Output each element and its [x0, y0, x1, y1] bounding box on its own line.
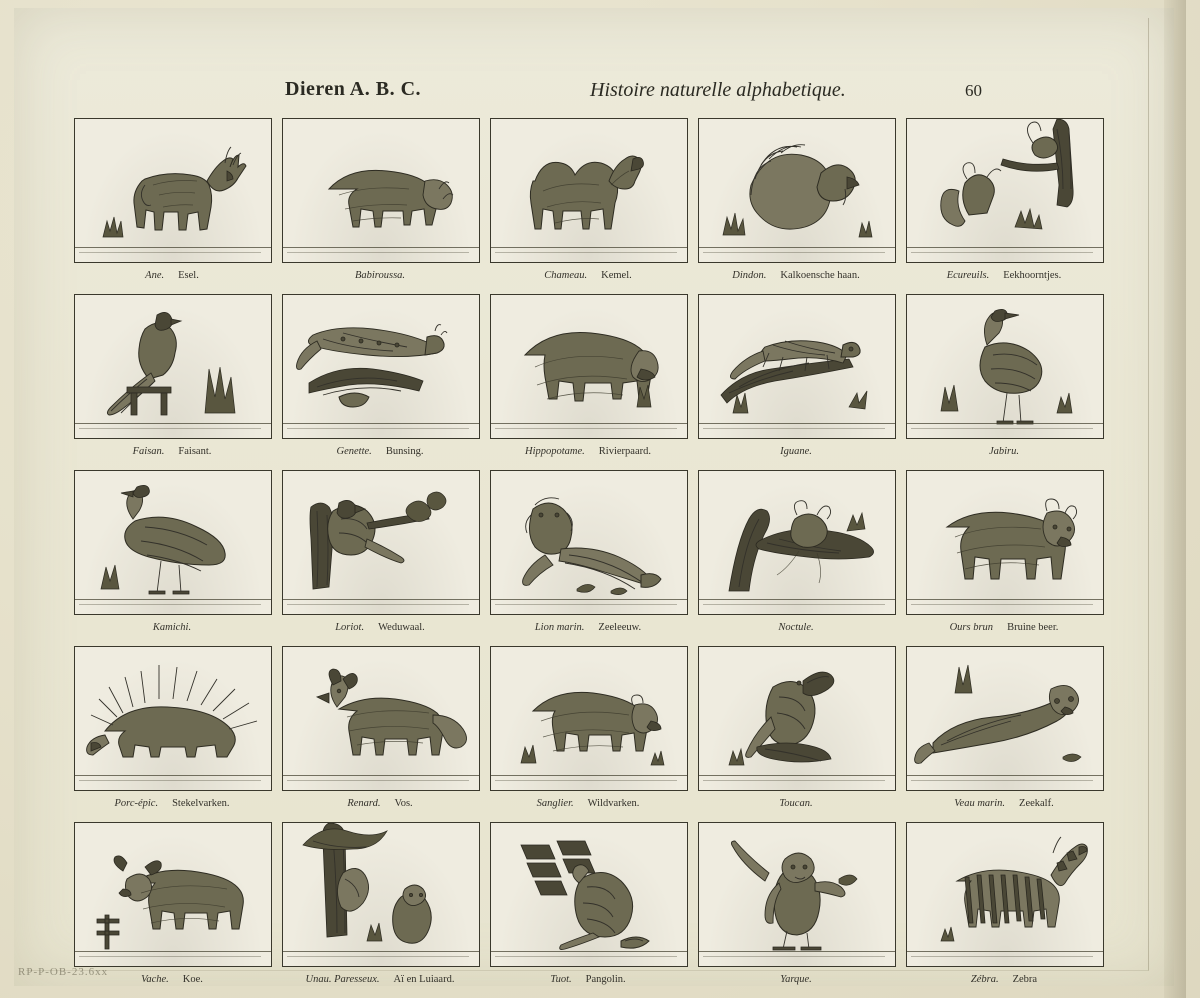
- plate-cell: [698, 646, 896, 818]
- paper-right-edge-shadow: [1164, 0, 1186, 998]
- plate-caption: [282, 264, 478, 286]
- plate-caption: [490, 264, 686, 286]
- genet-icon: [283, 295, 479, 438]
- plate-caption: [490, 968, 686, 990]
- plate-cell: [490, 646, 688, 818]
- iguana-icon: [699, 295, 895, 438]
- caption-french: Babiroussa.: [354, 269, 406, 281]
- plate-caption: [490, 792, 686, 814]
- caption-dutch: Vos.: [394, 797, 413, 809]
- pencil-inventory-note: RP-P-OB-23.6xx: [18, 966, 109, 978]
- plate-cell: [282, 294, 480, 466]
- plate-frame: [282, 470, 480, 615]
- caption-dutch: Aï en Luiaard.: [393, 973, 455, 985]
- sloth-icon: [283, 823, 479, 966]
- plate-caption: [490, 440, 686, 462]
- plate-caption: [282, 968, 478, 990]
- jabiru-icon: [907, 295, 1103, 438]
- squirrel-icon: [907, 119, 1103, 262]
- donkey-icon: [75, 119, 271, 262]
- caption-french: Toucan.: [779, 797, 813, 809]
- plate-frame: [906, 646, 1104, 791]
- plate-frame: [906, 470, 1104, 615]
- plate-cell: [698, 822, 896, 994]
- caption-french: Porc-épic.: [114, 797, 159, 809]
- plate-cell: [698, 470, 896, 642]
- plate-frame: [282, 118, 480, 263]
- plate-caption: [74, 616, 270, 638]
- caption-french: Sanglier.: [536, 797, 574, 809]
- sheet-header: [60, 78, 1100, 112]
- caption-french: Ours brun: [949, 621, 994, 633]
- plate-frame: [490, 294, 688, 439]
- pangolin-icon: [491, 823, 687, 966]
- plate-caption: [74, 792, 270, 814]
- plate-caption: [282, 440, 478, 462]
- caption-dutch: Stekelvarken.: [172, 797, 230, 809]
- screamer-bird-icon: [75, 471, 271, 614]
- cow-icon: [75, 823, 271, 966]
- plate-caption: [906, 792, 1102, 814]
- caption-french: Jabiru.: [988, 445, 1020, 457]
- wild-boar-icon: [491, 647, 687, 790]
- hippopotamus-icon: [491, 295, 687, 438]
- caption-dutch: Faisant.: [178, 445, 212, 457]
- plate-caption: [698, 616, 894, 638]
- plate-frame: [698, 646, 896, 791]
- plate-frame: [698, 822, 896, 967]
- plate-frame: [698, 470, 896, 615]
- plate-frame: [74, 822, 272, 967]
- caption-french: Loriot.: [335, 621, 365, 633]
- caption-dutch: Pangolin.: [585, 973, 626, 985]
- plate-caption: [698, 440, 894, 462]
- animal-plate-grid: [74, 118, 1104, 994]
- fox-icon: [283, 647, 479, 790]
- pheasant-icon: [75, 295, 271, 438]
- plate-cell: [906, 470, 1104, 642]
- plate-cell: [282, 118, 480, 290]
- plate-cell: [74, 118, 272, 290]
- caption-french: Yarque.: [780, 973, 812, 985]
- monkey-icon: [699, 823, 895, 966]
- plate-frame: [74, 470, 272, 615]
- plate-frame: [490, 118, 688, 263]
- title-dutch: Dieren A. B. C.: [285, 78, 422, 100]
- plate-cell: [906, 294, 1104, 466]
- caption-dutch: Eekhoorntjes.: [1003, 269, 1062, 281]
- plate-cell: [490, 118, 688, 290]
- porcupine-icon: [75, 647, 271, 790]
- plate-cell: [74, 294, 272, 466]
- plate-caption: [906, 968, 1102, 990]
- caption-french: Dindon.: [732, 269, 767, 281]
- plate-cell: [906, 646, 1104, 818]
- oriole-icon: [283, 471, 479, 614]
- caption-french: Ecureuils.: [946, 269, 990, 281]
- brown-bear-icon: [907, 471, 1103, 614]
- caption-dutch: Kemel.: [601, 269, 632, 281]
- plate-frame: [490, 470, 688, 615]
- plate-cell: [74, 470, 272, 642]
- plate-cell: [906, 118, 1104, 290]
- caption-french: Ane.: [145, 269, 165, 281]
- caption-french: Unau. Paresseux.: [305, 973, 380, 985]
- plate-frame: [282, 294, 480, 439]
- caption-french: Faisan.: [132, 445, 165, 457]
- caption-french: Vache.: [141, 973, 169, 985]
- plate-frame: [282, 822, 480, 967]
- plate-cell: [282, 646, 480, 818]
- plate-frame: [906, 118, 1104, 263]
- plate-cell: [490, 470, 688, 642]
- plate-frame: [74, 646, 272, 791]
- page-number: 60: [965, 81, 982, 100]
- plate-cell: [282, 822, 480, 994]
- caption-dutch: Bruine beer.: [1007, 621, 1059, 633]
- plate-cell: [490, 294, 688, 466]
- plate-cell: [74, 646, 272, 818]
- zebra-icon: [907, 823, 1103, 966]
- caption-french: Lion marin.: [534, 621, 585, 633]
- caption-dutch: Bunsing.: [385, 445, 424, 457]
- caption-dutch: Rivierpaard.: [598, 445, 651, 457]
- caption-dutch: Wildvarken.: [587, 797, 640, 809]
- caption-dutch: Weduwaal.: [378, 621, 425, 633]
- caption-dutch: Esel.: [178, 269, 199, 281]
- plate-frame: [698, 294, 896, 439]
- caption-dutch: Zeekalf.: [1019, 797, 1054, 809]
- caption-dutch: Zebra: [1012, 973, 1038, 985]
- plate-caption: [906, 440, 1102, 462]
- caption-french: Iguane.: [780, 445, 812, 457]
- plate-frame: [74, 294, 272, 439]
- plate-frame: [490, 822, 688, 967]
- caption-french: Genette.: [336, 445, 372, 457]
- caption-dutch: Kalkoensche haan.: [780, 269, 860, 281]
- plate-cell: [490, 822, 688, 994]
- plate-caption: [282, 616, 478, 638]
- bat-icon: [699, 471, 895, 614]
- turkey-icon: [699, 119, 895, 262]
- plate-caption: [74, 264, 270, 286]
- caption-french: Zébra.: [970, 973, 999, 985]
- plate-caption: [490, 616, 686, 638]
- caption-french: Tuot.: [550, 973, 572, 985]
- caption-french: Veau marin.: [954, 797, 1006, 809]
- plate-caption: [906, 264, 1102, 286]
- plate-caption: [698, 968, 894, 990]
- plate-cell: [698, 294, 896, 466]
- caption-french: Noctule.: [778, 621, 814, 633]
- caption-dutch: Koe.: [182, 973, 203, 985]
- plate-frame: [906, 294, 1104, 439]
- caption-french: Renard.: [347, 797, 381, 809]
- plate-caption: [74, 440, 270, 462]
- plate-frame: [490, 646, 688, 791]
- plate-frame: [74, 118, 272, 263]
- caption-french: Kamichi.: [152, 621, 192, 633]
- sea-lion-icon: [491, 471, 687, 614]
- title-french: Histoire naturelle alphabetique.: [590, 79, 846, 101]
- caption-dutch: Zeeleeuw.: [598, 621, 642, 633]
- plate-caption: [282, 792, 478, 814]
- plate-frame: [282, 646, 480, 791]
- plate-caption: [698, 792, 894, 814]
- plate-cell: [282, 470, 480, 642]
- plate-caption: [698, 264, 894, 286]
- toucan-icon: [699, 647, 895, 790]
- plate-caption: [906, 616, 1102, 638]
- plate-frame: [906, 822, 1104, 967]
- plate-cell: [906, 822, 1104, 994]
- plate-frame: [698, 118, 896, 263]
- plate-cell: [698, 118, 896, 290]
- camel-icon: [491, 119, 687, 262]
- caption-french: Hippopotame.: [525, 445, 585, 457]
- seal-icon: [907, 647, 1103, 790]
- caption-french: Chameau.: [544, 269, 588, 281]
- babirusa-icon: [283, 119, 479, 262]
